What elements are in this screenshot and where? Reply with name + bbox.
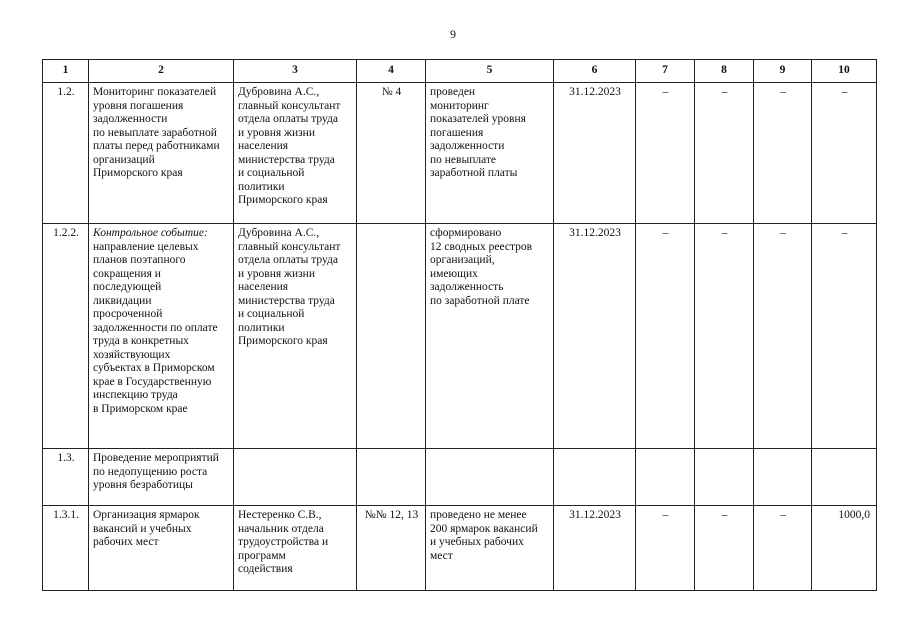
funding-col-10: –	[812, 224, 877, 449]
plan-table	[42, 59, 877, 591]
document-ref	[357, 449, 426, 506]
name-prefix: Контрольное событие:	[93, 227, 208, 239]
header-cell-9: 9	[754, 60, 812, 83]
name-text: направление целевых планов поэтапного сокращения и последующей ликвидации просроченной задолженности по оплате труда в конкретных хозяйствующих субъектах в Приморском крае в Государственную инспекцию труда в Приморском крае	[93, 240, 218, 415]
responsible-person: Нестеренко С.В., начальник отдела трудоустройства и программ содействия	[234, 506, 357, 591]
funding-col-8: –	[695, 224, 754, 449]
header-cell-1: 1	[43, 60, 89, 83]
row-number: 1.2.2.	[43, 224, 89, 449]
funding-col-10	[812, 449, 877, 506]
measure-name	[89, 506, 234, 591]
funding-col-7: –	[636, 506, 695, 591]
header-cell-8: 8	[695, 60, 754, 83]
funding-col-10: –	[812, 83, 877, 224]
header-cell-2: 2	[89, 60, 234, 83]
name-text: Мониторинг показателей уровня погашения задолженности по невыплате заработной платы перед работниками организаций Приморского края	[93, 86, 220, 179]
measure-name	[89, 224, 234, 449]
header-cell-6: 6	[554, 60, 636, 83]
funding-col-9: –	[754, 83, 812, 224]
funding-col-8: –	[695, 506, 754, 591]
funding-col-7: –	[636, 224, 695, 449]
funding-col-7	[636, 449, 695, 506]
name-text: Организация ярмарок вакансий и учебных рабочих мест	[93, 509, 200, 548]
expected-result: проведено не менее 200 ярмарок вакансий и учебных рабочих мест	[426, 506, 554, 591]
funding-col-9: –	[754, 506, 812, 591]
funding-col-8: –	[695, 83, 754, 224]
header-cell-5: 5	[426, 60, 554, 83]
document-ref: № 4	[357, 83, 426, 224]
funding-col-8	[695, 449, 754, 506]
measure-name	[89, 83, 234, 224]
header-cell-4: 4	[357, 60, 426, 83]
header-cell-10: 10	[812, 60, 877, 83]
expected-result: сформировано 12 сводных реестров организаций, имеющих задолженность по заработной плате	[426, 224, 554, 449]
funding-col-9: –	[754, 224, 812, 449]
due-date: 31.12.2023	[554, 506, 636, 591]
document-ref	[357, 224, 426, 449]
name-text: Проведение мероприятий по недопущению роста уровня безработицы	[93, 452, 219, 491]
row-number: 1.3.	[43, 449, 89, 506]
table-row	[43, 83, 877, 224]
measure-name	[89, 449, 234, 506]
table-row	[43, 449, 877, 506]
funding-col-10: 1000,0	[812, 506, 877, 591]
page-number: 9	[450, 27, 456, 41]
responsible-person: Дубровина А.С., главный консультант отдела оплаты труда и уровня жизни населения министерства труда и социальной политики Приморского края	[234, 224, 357, 449]
table-row	[43, 506, 877, 591]
header-cell-7: 7	[636, 60, 695, 83]
row-number: 1.2.	[43, 83, 89, 224]
responsible-person: Дубровина А.С., главный консультант отдела оплаты труда и уровня жизни населения министерства труда и социальной политики Приморского края	[234, 83, 357, 224]
header-cell-3: 3	[234, 60, 357, 83]
expected-result	[426, 449, 554, 506]
expected-result: проведен мониторинг показателей уровня погашения задолженности по невыплате заработной платы	[426, 83, 554, 224]
header-row	[43, 60, 877, 83]
due-date: 31.12.2023	[554, 83, 636, 224]
due-date: 31.12.2023	[554, 224, 636, 449]
due-date	[554, 449, 636, 506]
funding-col-7: –	[636, 83, 695, 224]
row-number: 1.3.1.	[43, 506, 89, 591]
table-row	[43, 224, 877, 449]
responsible-person	[234, 449, 357, 506]
funding-col-9	[754, 449, 812, 506]
document-ref: №№ 12, 13	[357, 506, 426, 591]
